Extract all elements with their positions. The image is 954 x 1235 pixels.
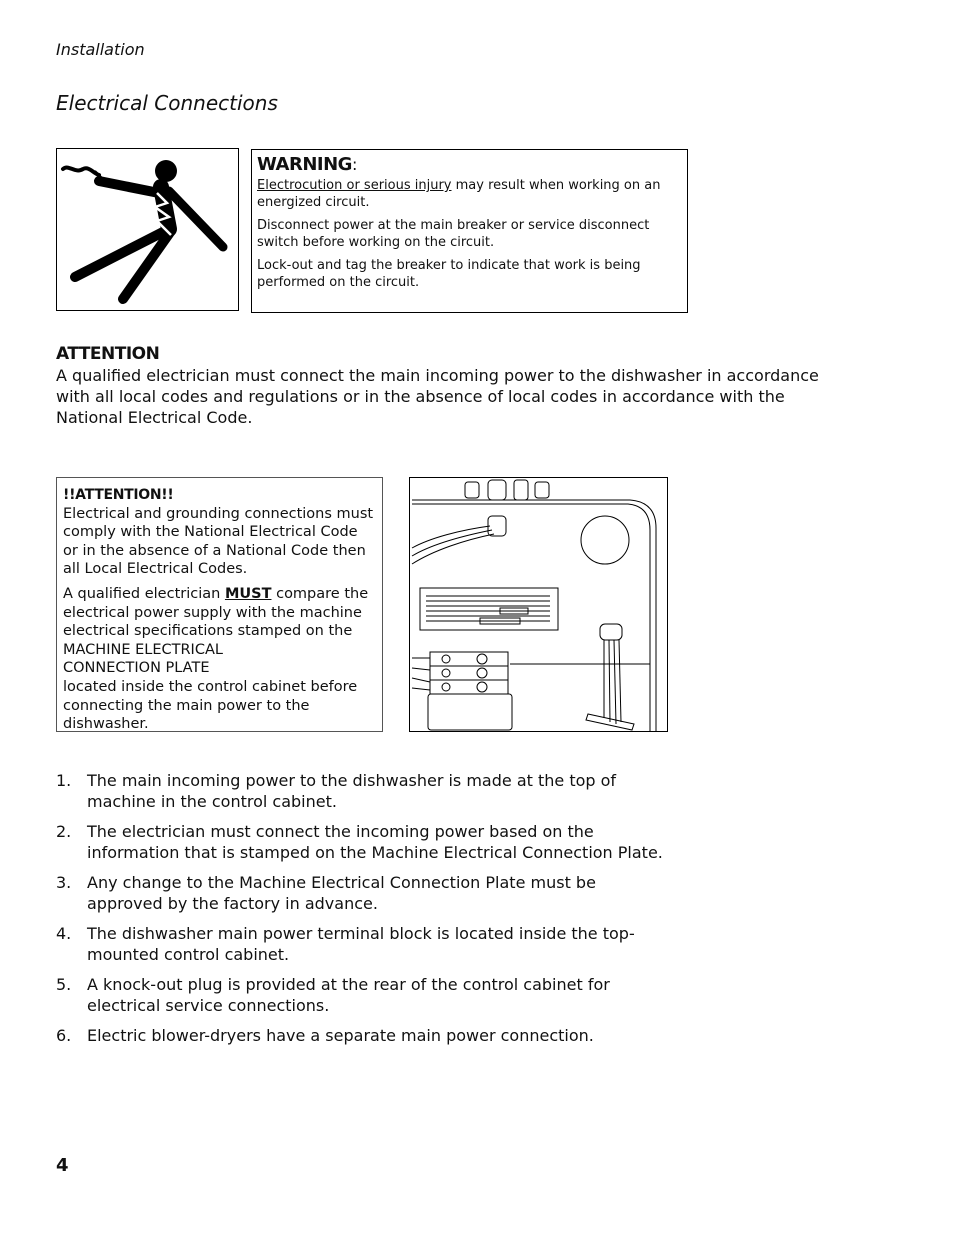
list-item <box>56 1025 676 1046</box>
list-item <box>56 770 676 812</box>
hazard-icon-box <box>56 148 239 311</box>
control-cabinet-illustration <box>409 477 668 732</box>
warning-line-3: Lock-out and tag the breaker to indicate that work is being performed on the circuit. <box>257 258 641 290</box>
list-item <box>56 974 676 1016</box>
step-text: The main incoming power to the dishwasher is made at the top of machine in the control cabinet. <box>87 771 617 811</box>
warning-line-1 <box>257 177 681 211</box>
control-cabinet-drawing <box>410 478 667 731</box>
para2-e: located inside the control cabinet before connecting the main power to the dishwasher. <box>63 678 358 733</box>
step-text: The dishwasher main power terminal block is located inside the top-mounted control cabinet. <box>87 924 635 964</box>
warning-title: WARNING <box>257 154 352 175</box>
step-text: Electric blower-dryers have a separate main power connection. <box>87 1026 594 1045</box>
warning-colon: : <box>351 155 358 174</box>
warning-line-2: Disconnect power at the main breaker or service disconnect switch before working on the circuit. <box>257 218 650 250</box>
list-item <box>56 872 676 914</box>
page-number: 4 <box>56 1155 69 1176</box>
step-number: 4. <box>56 924 72 943</box>
electrocution-hazard-icon <box>57 149 238 310</box>
list-item <box>56 923 676 965</box>
step-number: 1. <box>56 771 72 790</box>
attention-text: A qualified electrician must connect the main incoming power to the dishwasher in accordance with all local codes and regulations or in the absence of local codes in accordance with the National Electrical Code. <box>56 366 819 427</box>
step-text: Any change to the Machine Electrical Connection Plate must be approved by the factory in advance. <box>87 873 596 913</box>
list-item <box>56 821 676 863</box>
step-number: 5. <box>56 975 72 994</box>
step-text: A knock-out plug is provided at the rear of the control cabinet for electrical service connections. <box>87 975 610 1015</box>
section-label: Installation <box>56 40 145 59</box>
warning-underlined: Electrocution or serious injury <box>257 178 452 193</box>
instruction-list <box>56 770 676 1055</box>
page-title: Electrical Connections <box>56 91 278 115</box>
para2-d: CONNECTION PLATE <box>63 660 210 677</box>
para2-a: A qualified electrician <box>63 585 225 602</box>
para2-c: MACHINE ELECTRICAL <box>63 641 223 658</box>
step-number: 2. <box>56 822 72 841</box>
step-number: 3. <box>56 873 72 892</box>
warning-line-1-rest: may result when working on an energized circuit. <box>257 178 661 210</box>
step-number: 6. <box>56 1026 72 1045</box>
para2-b: compare the electrical power supply with the machine electrical specifications stamped on the <box>63 585 369 640</box>
attention-box-title: !!ATTENTION!! <box>63 487 174 503</box>
warning-heading <box>257 154 681 175</box>
step-text: The electrician must connect the incoming power based on the information that is stamped on the Machine Electrical Connection Plate. <box>87 822 663 862</box>
attention-box-para-2 <box>63 585 376 734</box>
must-emphasis: MUST <box>224 585 272 602</box>
attention-box-para-1: Electrical and grounding connections must comply with the National Electrical Code or in the absence of a National Code then all Local Electrical Codes. <box>63 505 374 578</box>
warning-box <box>251 149 688 313</box>
attention-box <box>56 477 383 732</box>
attention-title: ATTENTION <box>56 344 160 364</box>
